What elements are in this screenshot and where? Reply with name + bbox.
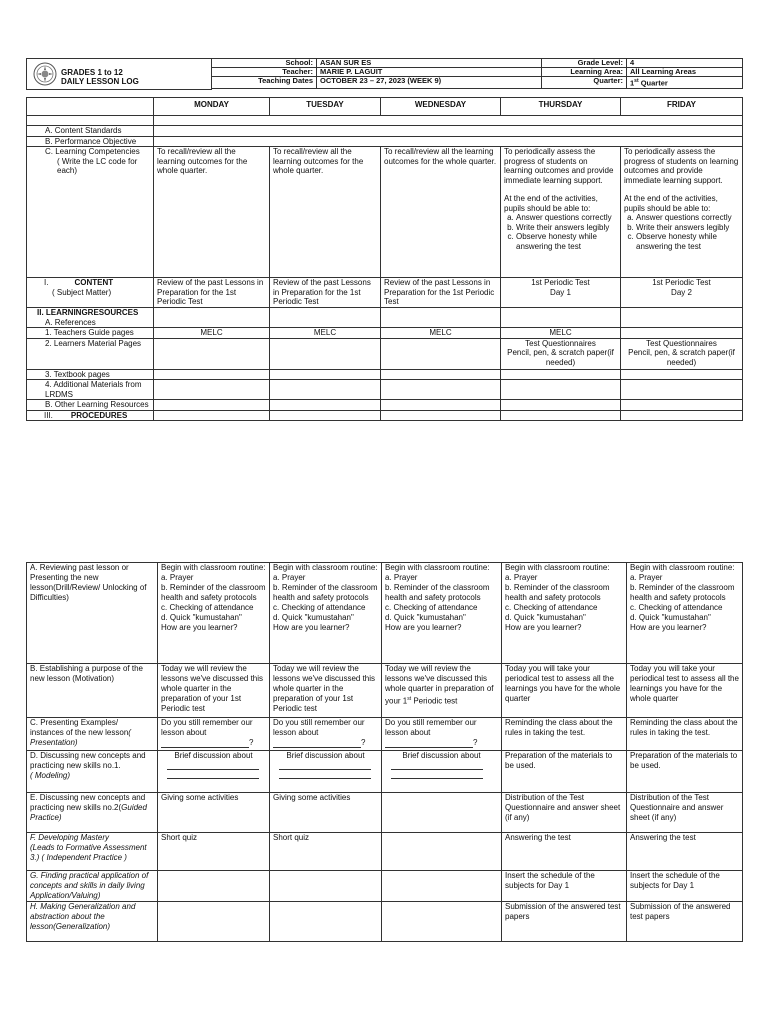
area-label: Learning Area: <box>542 68 627 77</box>
discussing2-monday: Giving some activities <box>158 793 270 833</box>
generalization-label: H. Making Generalization and abstraction about the lesson(Generalization) <box>27 902 158 942</box>
purpose-friday: Today you will take your periodical test to assess all the learnings you have for the whole quarter <box>627 664 743 718</box>
content-monday: Review of the past Lessons in Preparation for the 1st Periodic Test <box>154 278 270 308</box>
objectives-table <box>26 97 743 421</box>
tg-wednesday: MELC <box>381 328 501 339</box>
tg-thursday: MELC <box>501 328 621 339</box>
competencies-tuesday: To recall/review all the learning outcomes for the whole quarter. <box>270 147 381 278</box>
lm-friday: Test Questionnaires Pencil, pen, & scratch paper(if needed) <box>621 338 743 369</box>
row-teachers-guide <box>27 328 743 339</box>
application-friday: Insert the schedule of the subjects for Day 1 <box>627 871 743 902</box>
procedures-label: III. PROCEDURES <box>27 410 154 421</box>
generalization-thursday: Submission of the answered test papers <box>502 902 627 942</box>
discussing1-thursday: Preparation of the materials to be used. <box>502 751 627 793</box>
info-table <box>211 58 743 89</box>
lm-thursday: Test Questionnaires Pencil, pen, & scratch paper(if needed) <box>501 338 621 369</box>
content-label: I. CONTENT ( Subject Matter) <box>27 278 154 308</box>
discussing1-friday: Preparation of the materials to be used. <box>627 751 743 793</box>
row-additional <box>27 380 743 400</box>
additional-label: 4. Additional Materials from LRDMS <box>27 380 154 400</box>
application-label: G. Finding practical application of concepts and skills in daily living Application/Valuing) <box>27 871 158 902</box>
mastery-friday: Answering the test <box>627 833 743 871</box>
row-learners-material <box>27 338 743 369</box>
lm-label: 2. Learners Material Pages <box>27 338 154 369</box>
procedures-table <box>26 562 743 942</box>
row-presenting <box>27 718 743 751</box>
quarter-value: 1st Quarter <box>627 77 743 89</box>
content-wednesday: Review of the past Lessons in Preparation for the 1st Periodic Test <box>381 278 501 308</box>
application-thursday: Insert the schedule of the subjects for Day 1 <box>502 871 627 902</box>
row-textbook <box>27 369 743 380</box>
area-value: All Learning Areas <box>627 68 743 77</box>
discussing1-label: D. Discussing new concepts and practicing new skills no.1. ( Modeling) <box>27 751 158 793</box>
reviewing-monday: Begin with classroom routine: a. Prayer b. Reminder of the classroom health and safety protocols c. Checking of attendance d. Quick "kumustahan" How are you learner? <box>158 563 270 664</box>
school-label: School: <box>212 59 317 68</box>
row-resources <box>27 308 743 328</box>
competencies-label: C. Learning Competencies ( Write the LC code for each) <box>27 147 154 278</box>
row-reviewing <box>27 563 743 664</box>
resources-label: II. LEARNINGRESOURCES A. References <box>27 308 154 328</box>
presenting-thursday: Reminding the class about the rules in taking the test. <box>502 718 627 751</box>
discussing1-wednesday: Brief discussion about <box>382 751 502 793</box>
row-competencies <box>27 147 743 278</box>
reviewing-wednesday: Begin with classroom routine: a. Prayer b. Reminder of the classroom health and safety protocols c. Checking of attendance d. Quick "kumustahan" How are you learner? <box>382 563 502 664</box>
grade-value: 4 <box>627 59 743 68</box>
performance-objective-label: B. Performance Objective <box>27 136 154 147</box>
reviewing-tuesday: Begin with classroom routine: a. Prayer b. Reminder of the classroom health and safety protocols c. Checking of attendance d. Quick "kumustahan" How are you learner? <box>270 563 382 664</box>
discussing2-friday: Distribution of the Test Questionnaire and answer sheet (if any) <box>627 793 743 833</box>
competencies-monday: To recall/review all the learning outcomes for the whole quarter. <box>154 147 270 278</box>
day-friday: FRIDAY <box>621 98 743 116</box>
tg-tuesday: MELC <box>270 328 381 339</box>
mastery-label: F. Developing Mastery (Leads to Formative Assessment 3.) ( Independent Practice ) <box>27 833 158 871</box>
teacher-label: Teacher: <box>212 68 317 77</box>
purpose-tuesday: Today we will review the lessons we've discussed this whole quarter in the preparation of your 1st Periodic test <box>270 664 382 718</box>
content-friday: 1st Periodic Test Day 2 <box>621 278 743 308</box>
day-monday: MONDAY <box>154 98 270 116</box>
quarter-label: Quarter: <box>542 77 627 89</box>
dates-value: OCTOBER 23 – 27, 2023 (WEEK 9) <box>317 77 542 89</box>
row-content <box>27 278 743 308</box>
row-application <box>27 871 743 902</box>
presenting-wednesday: Do you still remember our lesson about ? <box>382 718 502 751</box>
reviewing-thursday: Begin with classroom routine: a. Prayer b. Reminder of the classroom health and safety protocols c. Checking of attendance d. Quick "kumustahan" How are you learner? <box>502 563 627 664</box>
mastery-tuesday: Short quiz <box>270 833 382 871</box>
content-thursday: 1st Periodic Test Day 1 <box>501 278 621 308</box>
spacer-row <box>27 116 743 126</box>
grade-label: Grade Level: <box>542 59 627 68</box>
row-other <box>27 400 743 411</box>
discussing2-tuesday: Giving some activities <box>270 793 382 833</box>
day-tuesday: TUESDAY <box>270 98 381 116</box>
mastery-monday: Short quiz <box>158 833 270 871</box>
purpose-monday: Today we will review the lessons we've discussed this whole quarter in the preparation of your 1st Periodic test <box>158 664 270 718</box>
discussing2-label: E. Discussing new concepts and practicing new skills no.2(Guided Practice) <box>27 793 158 833</box>
presenting-monday: Do you still remember our lesson about ? <box>158 718 270 751</box>
content-standards-label: A. Content Standards <box>27 126 154 137</box>
day-wednesday: WEDNESDAY <box>381 98 501 116</box>
presenting-friday: Reminding the class about the rules in taking the test. <box>627 718 743 751</box>
presenting-tuesday: Do you still remember our lesson about ? <box>270 718 382 751</box>
presenting-label: C. Presenting Examples/ instances of the new lesson( Presentation) <box>27 718 158 751</box>
school-value: ASAN SUR ES <box>317 59 542 68</box>
blank-header <box>27 98 154 116</box>
lesson-log-header <box>26 58 742 90</box>
row-discussing-1 <box>27 751 743 793</box>
purpose-thursday: Today you will take your periodical test to assess all the learnings you have for the whole quarter <box>502 664 627 718</box>
tg-monday: MELC <box>154 328 270 339</box>
row-mastery <box>27 833 743 871</box>
reviewing-label: A. Reviewing past lesson or Presenting the new lesson(Drill/Review/ Unlocking of Difficulties) <box>27 563 158 664</box>
textbook-label: 3. Textbook pages <box>27 369 154 380</box>
row-generalization <box>27 902 743 942</box>
tg-label: 1. Teachers Guide pages <box>27 328 154 339</box>
discussing1-monday: Brief discussion about <box>158 751 270 793</box>
generalization-friday: Submission of the answered test papers <box>627 902 743 942</box>
row-procedures <box>27 410 743 421</box>
competencies-wednesday: To recall/review all the learning outcomes for the whole quarter. <box>381 147 501 278</box>
other-label: B. Other Learning Resources <box>27 400 154 411</box>
content-tuesday: Review of the past Lessons in Preparation for the 1st Periodic Test <box>270 278 381 308</box>
title-box <box>26 58 212 90</box>
discussing1-tuesday: Brief discussion about <box>270 751 382 793</box>
title-dll: DAILY LESSON LOG <box>61 77 139 86</box>
row-discussing-2 <box>27 793 743 833</box>
competencies-thursday: To periodically assess the progress of students on learning outcomes and provide immediate learning support. At the end of the activities, pupils should be able to: a. Answer questions correctly b. Write their answers legibly c. Observe honesty while answering the test <box>501 147 621 278</box>
row-content-standards <box>27 126 743 137</box>
purpose-label: B. Establishing a purpose of the new lesson (Motivation) <box>27 664 158 718</box>
purpose-wednesday: Today we will review the lessons we've discussed this whole quarter in preparation of your 1st Periodic test <box>382 664 502 718</box>
title-grades: GRADES 1 to 12 <box>61 68 123 77</box>
day-header-row <box>27 98 743 116</box>
mastery-thursday: Answering the test <box>502 833 627 871</box>
discussing2-thursday: Distribution of the Test Questionnaire and answer sheet (if any) <box>502 793 627 833</box>
teacher-value: MARIE P. LAGUIT <box>317 68 542 77</box>
competencies-friday: To periodically assess the progress of students on learning outcomes and provide immediate learning support. At the end of the activities, pupils should be able to: a. Answer questions correctly b. Write their answers legibly c. Observe honesty while answering the test <box>621 147 743 278</box>
reviewing-friday: Begin with classroom routine: a. Prayer b. Reminder of the classroom health and safety protocols c. Checking of attendance d. Quick "kumustahan" How are you learner? <box>627 563 743 664</box>
dates-label: Teaching Dates <box>212 77 317 89</box>
row-purpose <box>27 664 743 718</box>
row-performance-objective <box>27 136 743 147</box>
deped-seal-icon <box>33 62 57 86</box>
day-thursday: THURSDAY <box>501 98 621 116</box>
